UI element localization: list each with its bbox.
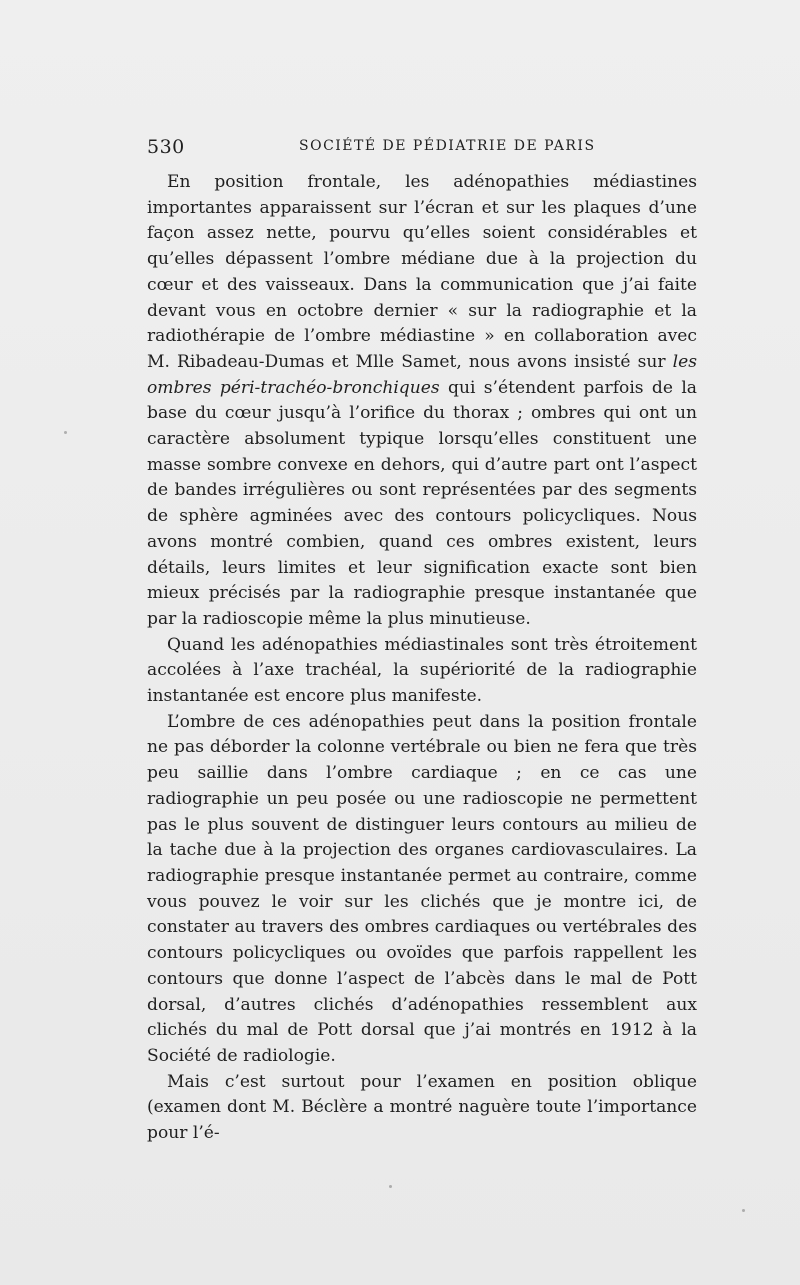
- paragraph-text: qui s’étendent parfois de la base du cœur jusqu’à l’orifice du thorax ; ombres qui ont un caractère absolument typique lorsqu’elles constituent une masse sombre convexe en dehors, qui d’autre part ont l’aspect de bandes irrégulières ou sont représentées par des segments de sphère agminées avec des contours policycliques. Nous avons montré combien, quand ces ombres existent, leurs détails, leurs limites et leur signification exacte sont bien mieux précisés par la radiographie presque instantanée que par la radioscopie même la plus minutieuse.: [147, 377, 697, 629]
- paragraph: Mais c’est surtout pour l’examen en position oblique (examen dont M. Béclère a montré naguère toute l’importance pour l’é-: [147, 1071, 697, 1144]
- body-text: [147, 170, 697, 1147]
- paper-speck: [389, 1185, 392, 1188]
- paragraph: Quand les adénopathies médiastinales sont très étroitement accolées à l’axe trachéal, la supériorité de la radiographie instantanée est encore plus manifeste.: [147, 634, 697, 707]
- page-header: [147, 136, 697, 164]
- paragraph: [147, 170, 697, 633]
- paper-speck: [742, 1209, 745, 1212]
- paragraph-text: En position frontale, les adénopathies médiastines importantes apparaissent sur l’écran et sur les plaques d’une façon assez nette, pourvu qu’elles soient considérables et qu’elles dépassent l’ombre médiane due à la projection du cœur et des vaisseaux. Dans la communication que j’ai faite devant vous en octobre dernier « sur la radiographie et la radiothérapie de l’ombre médiastine » en collaboration avec M. Ribadeau-Dumas et Mlle Samet, nous avons insisté sur: [147, 172, 697, 372]
- running-title: SOCIÉTÉ DE PÉDIATRIE DE PARIS: [299, 138, 596, 154]
- paper-speck: [64, 431, 67, 434]
- page-number: 530: [147, 136, 185, 158]
- paragraph: L’ombre de ces adénopathies peut dans la position frontale ne pas déborder la colonne vertébrale ou bien ne fera que très peu saillie dans l’ombre cardiaque ; en ce cas une radiographie un peu posée ou une radioscopie ne permettent pas le plus souvent de distinguer leurs contours au milieu de la tache due à la projection des organes cardiovasculaires. La radiographie presque instantanée permet au contraire, comme vous pouvez le voir sur les clichés que je montre ici, de constater au travers des ombres cardiaques ou vertébrales des contours policycliques ou ovoïdes que parfois rappellent les contours que donne l’aspect de l’abcès dans le mal de Pott dorsal, d’autres clichés d’adénopathies ressemblent aux clichés du mal de Pott dorsal que j’ai montrés en 1912 à la Société de radiologie.: [147, 711, 697, 1066]
- italic-phrase: les ombres péri-trachéo-bronchiques: [147, 351, 697, 398]
